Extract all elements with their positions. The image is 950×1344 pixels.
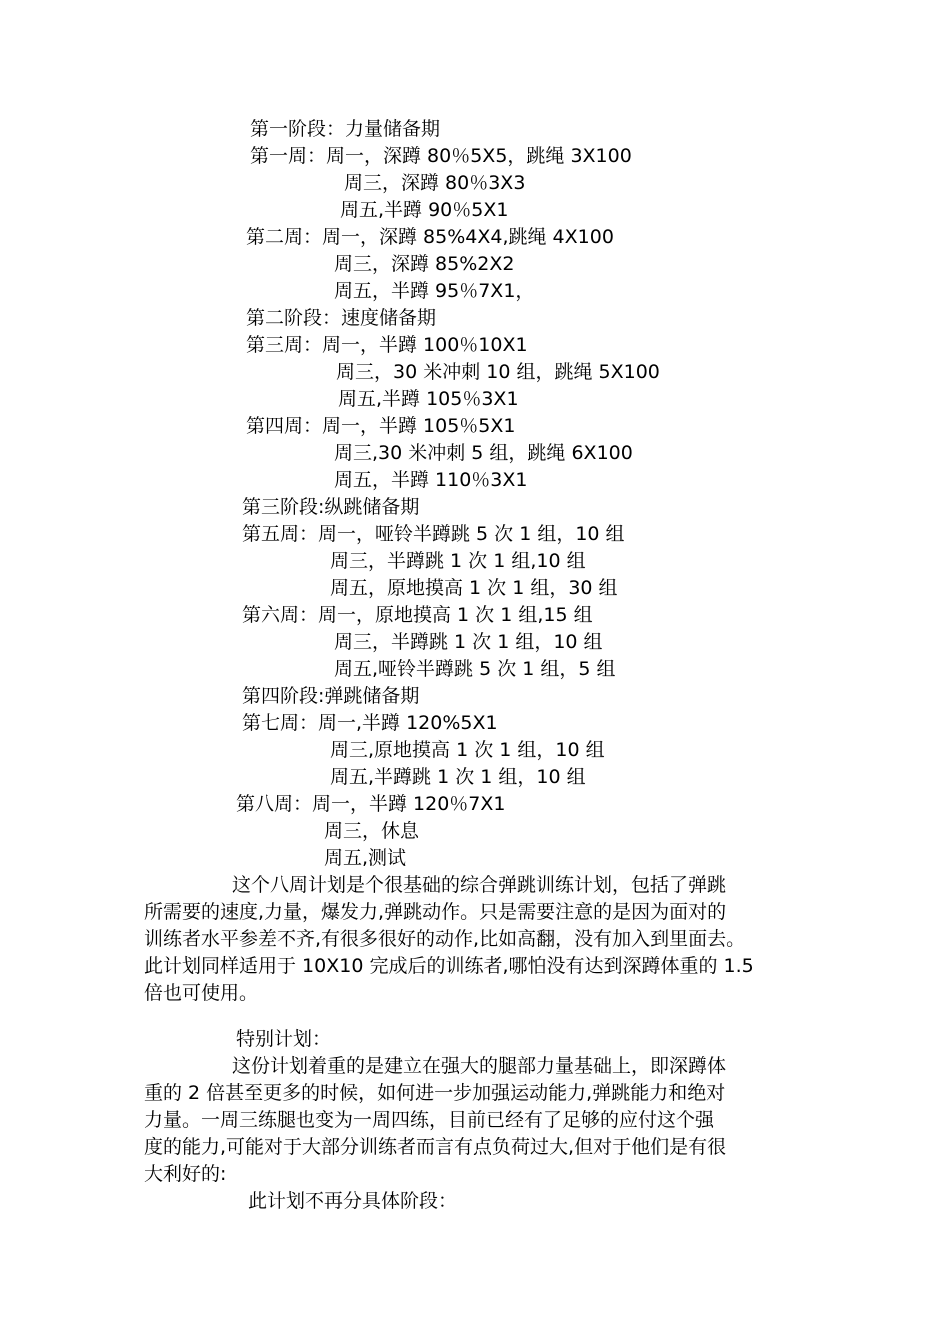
schedule-line: 第六周：周一，原地摸高 1 次 1 组,15 组 bbox=[242, 604, 593, 626]
paragraph-line: 所需要的速度,力量，爆发力,弹跳动作。只是需要注意的是因为面对的 bbox=[144, 901, 727, 923]
section-heading: 特别计划： bbox=[236, 1028, 332, 1050]
schedule-line: 周五,哑铃半蹲跳 5 次 1 组，5 组 bbox=[334, 658, 616, 680]
schedule-line: 第二周：周一，深蹲 85%4X4,跳绳 4X100 bbox=[246, 226, 614, 248]
schedule-line: 第五周：周一，哑铃半蹲跳 5 次 1 组，10 组 bbox=[242, 523, 625, 545]
paragraph-line: 这个八周计划是个很基础的综合弹跳训练计划，包括了弹跳 bbox=[232, 874, 727, 896]
paragraph-line: 大利好的: bbox=[144, 1163, 227, 1185]
schedule-line: 周五，半蹲 95％7X1， bbox=[334, 280, 535, 302]
schedule-line: 第三周：周一，半蹲 100％10X1 bbox=[246, 334, 528, 356]
schedule-line: 周五,测试 bbox=[324, 847, 407, 869]
paragraph-line: 此计划同样适用于 10X10 完成后的训练者,哪怕没有达到深蹲体重的 1.5 bbox=[144, 955, 754, 977]
schedule-line: 周五，原地摸高 1 次 1 组，30 组 bbox=[330, 577, 618, 599]
schedule-line: 周三，休息 bbox=[324, 820, 420, 842]
schedule-line: 周三，半蹲跳 1 次 1 组,10 组 bbox=[330, 550, 586, 572]
schedule-line: 周三，深蹲 80％3X3 bbox=[344, 172, 526, 194]
schedule-line: 第四周：周一，半蹲 105％5X1 bbox=[246, 415, 516, 437]
phase-heading: 第一阶段：力量储备期 bbox=[250, 118, 441, 140]
paragraph-line: 重的 2 倍甚至更多的时候，如何进一步加强运动能力,弹跳能力和绝对 bbox=[144, 1082, 726, 1104]
schedule-line: 第一周：周一，深蹲 80％5X5，跳绳 3X100 bbox=[250, 145, 632, 167]
note-line: 此计划不再分具体阶段： bbox=[248, 1190, 458, 1212]
schedule-line: 第八周：周一，半蹲 120％7X1 bbox=[236, 793, 506, 815]
schedule-line: 周三，半蹲跳 1 次 1 组，10 组 bbox=[334, 631, 603, 653]
paragraph-line: 这份计划着重的是建立在强大的腿部力量基础上，即深蹲体 bbox=[232, 1055, 727, 1077]
phase-heading: 第四阶段:弹跳储备期 bbox=[242, 685, 420, 707]
paragraph-line: 度的能力,可能对于大部分训练者而言有点负荷过大,但对于他们是有很 bbox=[144, 1136, 727, 1158]
schedule-line: 周五,半蹲 90％5X1 bbox=[340, 199, 509, 221]
phase-heading: 第二阶段：速度储备期 bbox=[246, 307, 437, 329]
schedule-line: 周五，半蹲 110％3X1 bbox=[334, 469, 528, 491]
paragraph-line: 力量。一周三练腿也变为一周四练，目前已经有了足够的应付这个强 bbox=[144, 1109, 715, 1131]
schedule-line: 周三，深蹲 85%2X2 bbox=[334, 253, 515, 275]
paragraph-line: 倍也可使用。 bbox=[144, 982, 259, 1004]
schedule-line: 周三,原地摸高 1 次 1 组，10 组 bbox=[330, 739, 605, 761]
schedule-line: 第七周：周一,半蹲 120%5X1 bbox=[242, 712, 498, 734]
schedule-line: 周五,半蹲 105％3X1 bbox=[338, 388, 519, 410]
schedule-line: 周三,30 米冲刺 5 组，跳绳 6X100 bbox=[334, 442, 633, 464]
paragraph-line: 训练者水平参差不齐,有很多很好的动作,比如高翻，没有加入到里面去。 bbox=[144, 928, 746, 950]
phase-heading: 第三阶段:纵跳储备期 bbox=[242, 496, 420, 518]
schedule-line: 周三，30 米冲刺 10 组，跳绳 5X100 bbox=[336, 361, 660, 383]
schedule-line: 周五,半蹲跳 1 次 1 组，10 组 bbox=[330, 766, 586, 788]
